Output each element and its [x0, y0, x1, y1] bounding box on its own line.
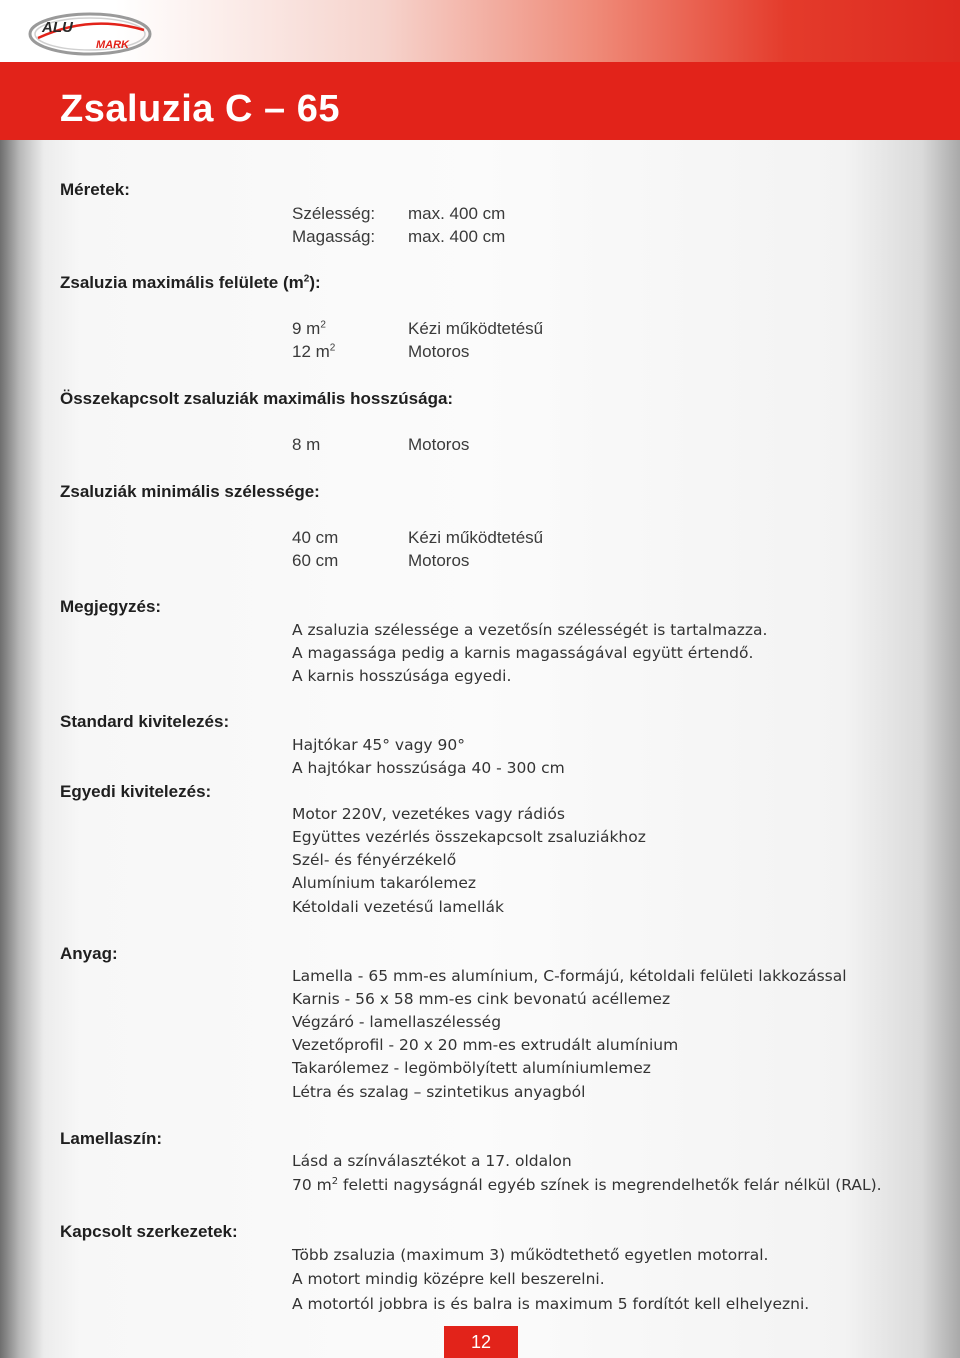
szelesseg-key: Szélesség:	[292, 204, 376, 223]
anyag-label: Anyag:	[60, 944, 118, 963]
megjegyzes-line: A karnis hosszúsága egyedi.	[292, 667, 512, 685]
egyedi-line: Szél- és fényérzékelő	[292, 851, 457, 869]
svg-text:MARK: MARK	[96, 39, 129, 51]
minszel-row-2-value: Motoros	[408, 551, 470, 570]
standard-line: A hajtókar hosszúsága 40 - 300 cm	[292, 759, 565, 777]
magassag-key: Magasság:	[292, 227, 376, 246]
szelesseg-value: max. 400 cm	[408, 204, 506, 223]
page-number: 12	[444, 1326, 518, 1358]
egyedi-line: Motor 220V, vezetékes vagy rádiós	[292, 805, 565, 823]
kapcsolt-line: Több zsaluzia (maximum 3) működtethető egyetlen motorral.	[292, 1246, 769, 1264]
hossz-row-num: 8 m	[292, 435, 321, 454]
svg-text:ALU: ALU	[42, 19, 73, 36]
minszel-row-1-num: 40 cm	[292, 528, 339, 547]
minszel-label: Zsaluziák minimális szélessége:	[60, 482, 320, 501]
alumark-logo	[28, 10, 152, 56]
lamellaszin-line: 70 $m^2$ feletti nagyságnál egyéb színek is megrendelhetők felár nélkül (RAL).	[292, 1175, 882, 1194]
egyedi-line: Kétoldali vezetésű lamellák	[292, 898, 505, 916]
kapcsolt-line: A motortól jobbra is és balra is maximum 5 fordítót kell elhelyezni.	[292, 1295, 810, 1313]
lamellaszin-line: Lásd a színválasztékot a 17. oldalon	[292, 1152, 572, 1170]
felulet-row-1-num: 9 $m^2$	[292, 319, 326, 338]
egyedi-line: Alumínium takarólemez	[292, 874, 477, 892]
felulet-row-2-value: Motoros	[408, 342, 470, 361]
kapcsolt-line: A motort mindig középre kell beszerelni.	[292, 1270, 605, 1288]
hossz-row-value: Motoros	[408, 435, 470, 454]
megjegyzes-label: Megjegyzés:	[60, 597, 162, 616]
felulet-label: Zsaluzia maximális felülete $(m^2)$:	[60, 273, 321, 292]
hossz-label: Összekapcsolt zsaluziák maximális hosszúsága:	[60, 389, 454, 408]
minszel-row-1-value: Kézi működtetésű	[408, 528, 544, 547]
meretek-label: Méretek:	[60, 180, 130, 199]
kapcsolt-label: Kapcsolt szerkezetek:	[60, 1222, 238, 1241]
magassag-value: max. 400 cm	[408, 227, 506, 246]
anyag-line: Takarólemez - legömbölyített alumíniumlemez	[292, 1059, 651, 1077]
standard-label: Standard kivitelezés:	[60, 712, 230, 731]
standard-line: Hajtókar 45° vagy 90°	[292, 736, 466, 754]
megjegyzes-line: A magassága pedig a karnis magasságával együtt értendő.	[292, 644, 754, 662]
anyag-line: Vezetőprofil - 20 x 20 mm-es extrudált alumínium	[292, 1036, 679, 1054]
anyag-line: Karnis - 56 x 58 mm-es cink bevonatú acéllemez	[292, 990, 671, 1008]
felulet-row-1-value: Kézi működtetésű	[408, 319, 544, 338]
egyedi-line: Együttes vezérlés összekapcsolt zsaluziákhoz	[292, 828, 646, 846]
felulet-row-2-num: 12 $m^2$	[292, 342, 336, 361]
header-bar	[0, 0, 960, 62]
anyag-line: Létra és szalag – szintetikus anyagból	[292, 1083, 586, 1101]
anyag-line: Végzáró - lamellaszélesség	[292, 1013, 502, 1031]
minszel-row-2-num: 60 cm	[292, 551, 339, 570]
megjegyzes-line: A zsaluzia szélessége a vezetősín szélességét is tartalmazza.	[292, 621, 768, 639]
lamellaszin-label: Lamellaszín:	[60, 1129, 163, 1148]
page-title: Zsaluzia C – 65	[60, 88, 340, 130]
egyedi-label: Egyedi kivitelezés:	[60, 782, 212, 801]
anyag-line: Lamella - 65 mm-es alumínium, C-formájú, kétoldali felületi lakkozással	[292, 967, 847, 985]
